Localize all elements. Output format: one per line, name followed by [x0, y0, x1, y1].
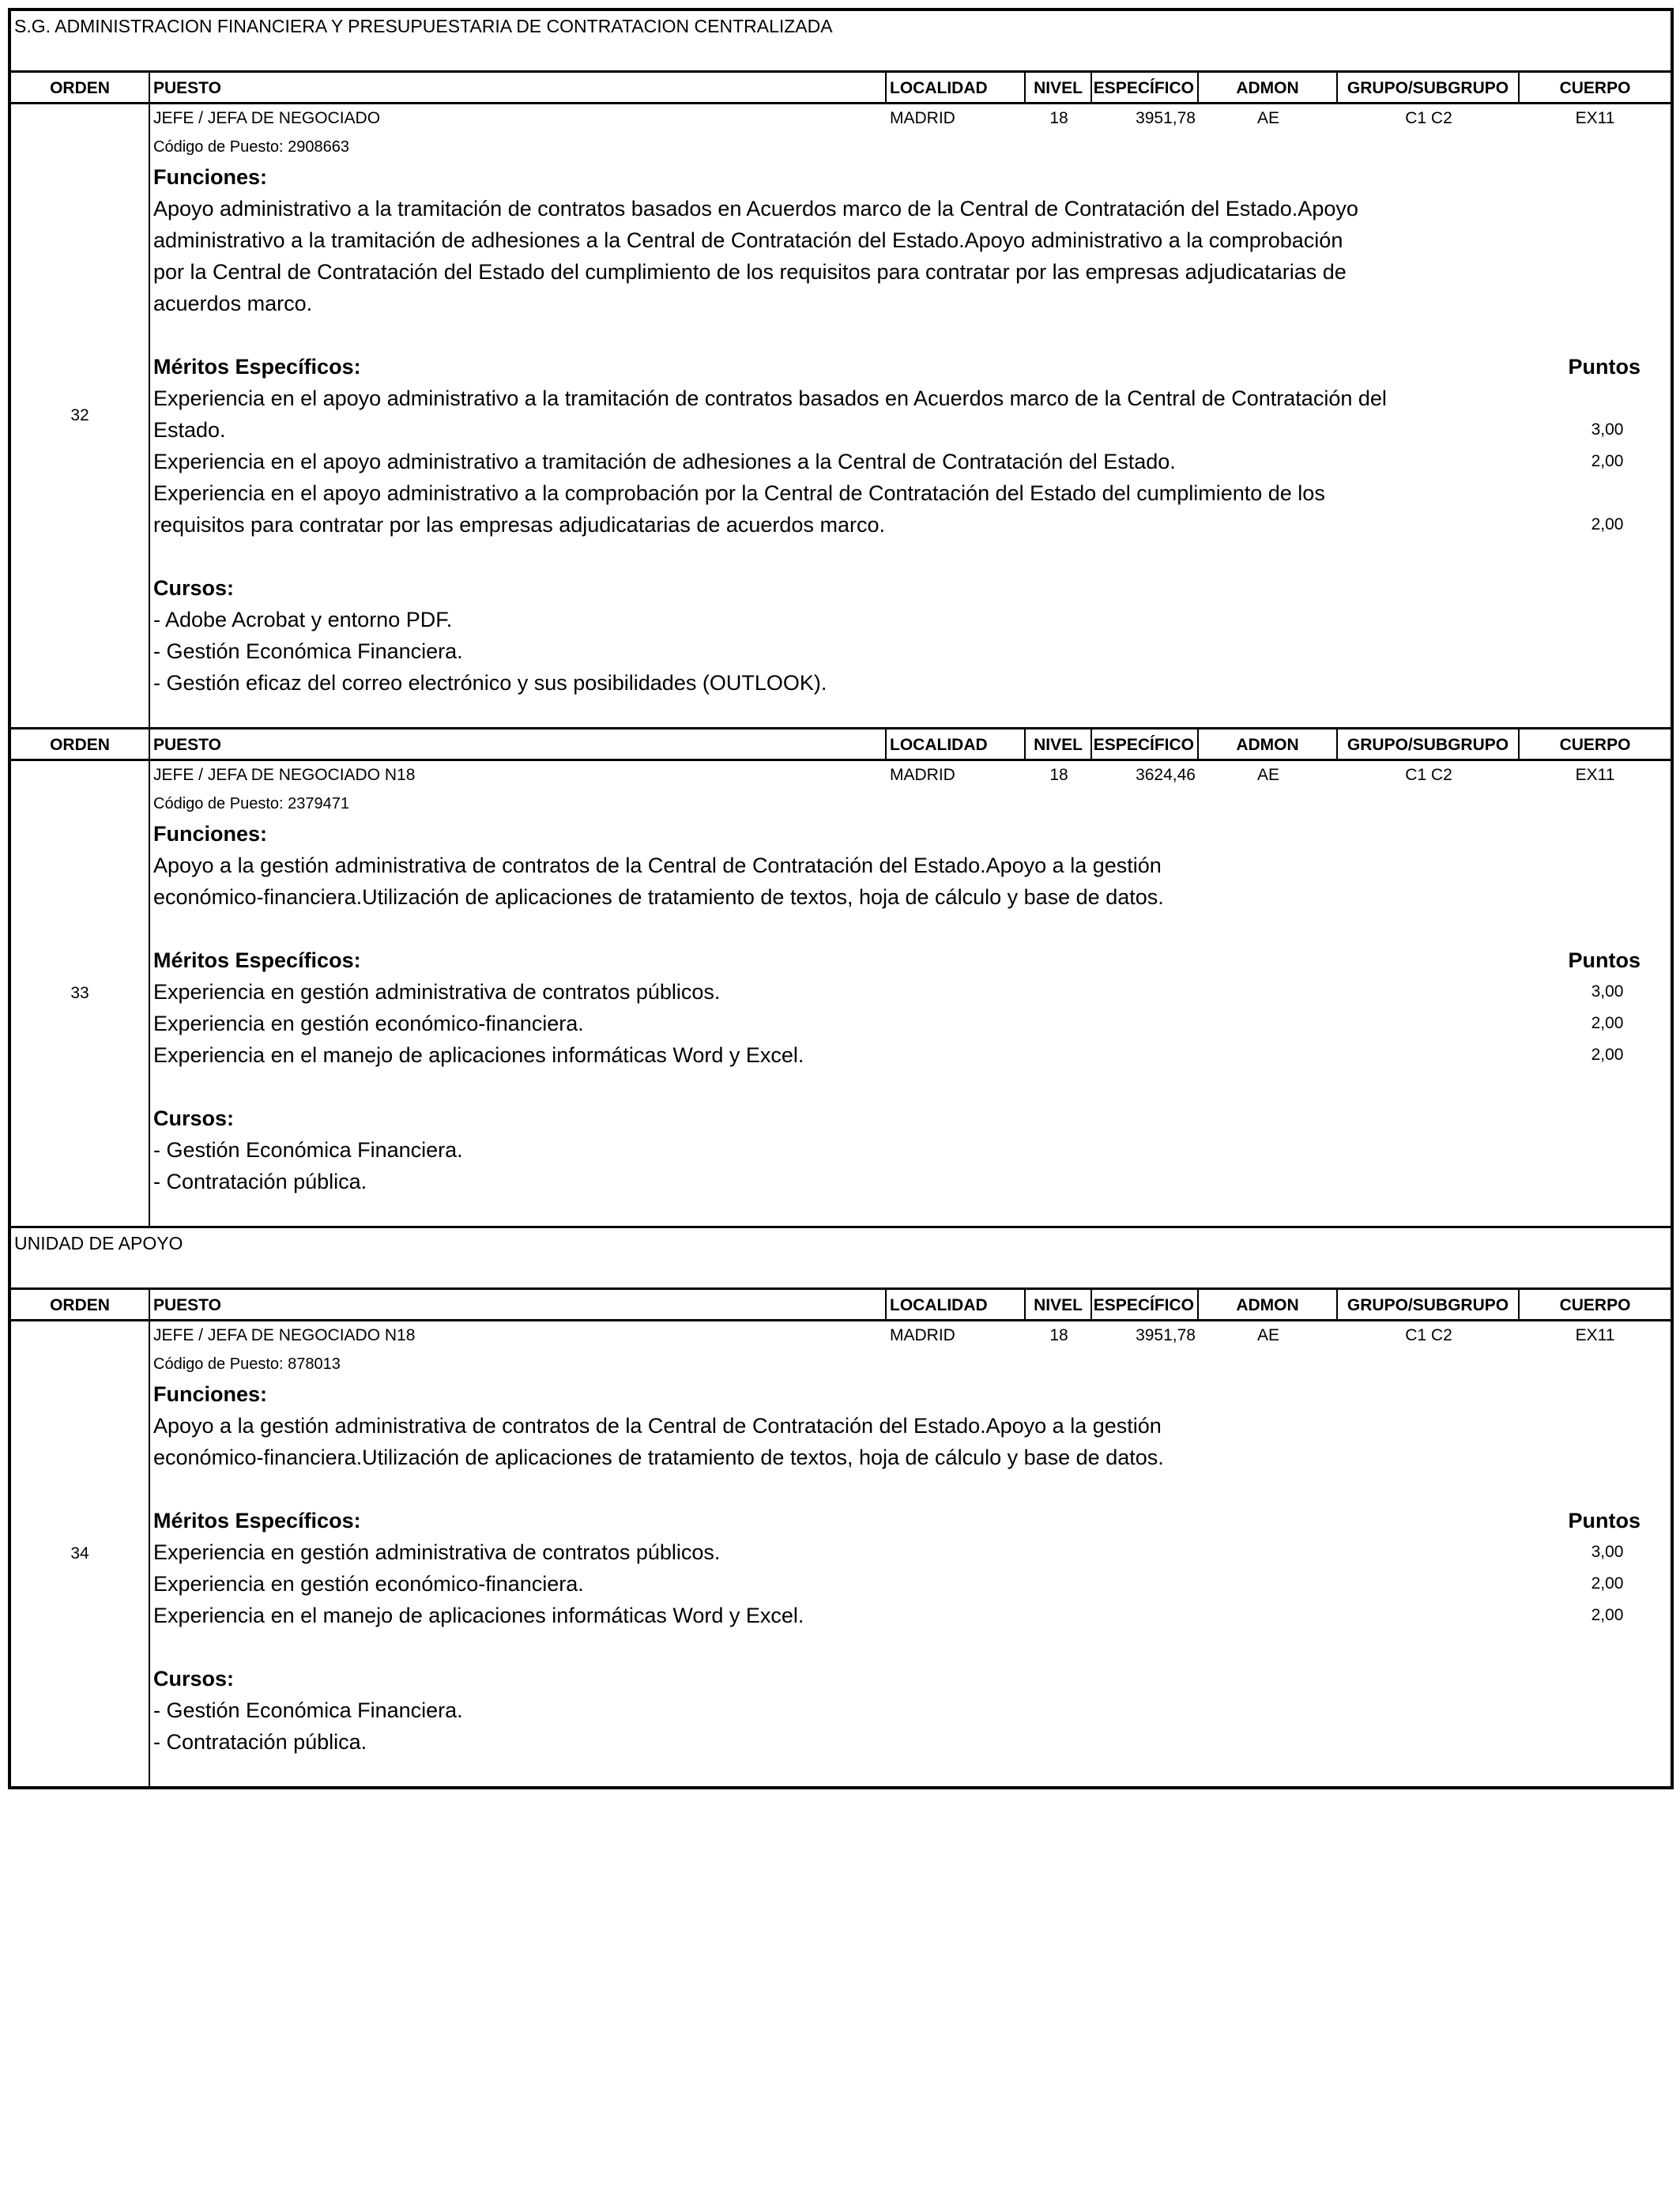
- job-nivel: 18: [1049, 109, 1068, 127]
- curso-item: - Gestión eficaz del correo electrónico y sus posibilidades (OUTLOOK).: [153, 671, 827, 695]
- header-grupo: GRUPO/SUBGRUPO: [1338, 1290, 1520, 1319]
- header-admon: ADMON: [1199, 73, 1338, 102]
- meritos-heading: Méritos Específicos:: [153, 1509, 361, 1532]
- header-localidad: LOCALIDAD: [887, 729, 1026, 759]
- funciones-heading: Funciones:: [153, 165, 268, 189]
- merit-item: [153, 1568, 1671, 1600]
- curso-item: - Gestión Económica Financiera.: [153, 1138, 463, 1162]
- merit-points: 2,00: [1591, 1574, 1624, 1593]
- merit-text: [153, 1600, 1568, 1631]
- orden-number: 33: [11, 761, 150, 1226]
- merit-item: [153, 1008, 1671, 1039]
- merit-text: [153, 1568, 1568, 1600]
- merit-line: Experiencia en el manejo de aplicaciones informáticas Word y Excel.: [153, 1604, 804, 1627]
- merit-line: Experiencia en gestión económico-financiera.: [153, 1572, 584, 1596]
- spacer: [153, 319, 1671, 351]
- merit-item: [153, 1536, 1671, 1568]
- job-summary: [153, 761, 1671, 790]
- job-admon: AE: [1256, 1326, 1279, 1344]
- job-grupo: C1 C2: [1405, 109, 1452, 127]
- orden-number: 34: [11, 1321, 150, 1786]
- merit-text: [153, 976, 1568, 1008]
- header-puesto: PUESTO: [150, 73, 887, 102]
- puntos-heading: Puntos: [1568, 355, 1640, 379]
- codigo-puesto: Código de Puesto: 2908663: [153, 138, 349, 156]
- document-page: [8, 8, 1674, 1789]
- curso-item: - Adobe Acrobat y entorno PDF.: [153, 608, 453, 631]
- merit-line: Experiencia en el apoyo administrativo a tramitación de adhesiones a la Central de Contratación del Estado.: [153, 450, 1176, 473]
- merit-line: Experiencia en el apoyo administrativo a la comprobación por la Central de Contratación del Estado del cumplimiento de los: [153, 481, 1325, 505]
- job-row: [11, 761, 1671, 1228]
- job-puesto: JEFE / JEFA DE NEGOCIADO N18: [153, 1326, 416, 1344]
- funciones-line: Apoyo a la gestión administrativa de contratos de la Central de Contratación del Estado.Apoyo a la gestión: [153, 1414, 1162, 1438]
- merit-line: Estado.: [153, 418, 226, 442]
- merit-item: [153, 1600, 1671, 1631]
- job-localidad: MADRID: [890, 109, 955, 127]
- table-header-row: [11, 729, 1671, 761]
- table-header-row: [11, 1290, 1671, 1321]
- merit-points: 2,00: [1591, 452, 1624, 470]
- header-localidad: LOCALIDAD: [887, 73, 1026, 102]
- funciones-heading: Funciones:: [153, 1382, 268, 1406]
- merit-item: [153, 976, 1671, 1008]
- orden-number: 32: [11, 104, 150, 727]
- merit-item: [153, 1039, 1671, 1071]
- merit-item: [153, 477, 1671, 541]
- merit-line: Experiencia en el apoyo administrativo a la tramitación de contratos basados en Acuerdos marco de la Central de Contratación del: [153, 386, 1387, 410]
- merit-text: [153, 1039, 1568, 1071]
- header-puesto: PUESTO: [150, 1290, 887, 1319]
- job-detail: [150, 761, 1671, 1226]
- merit-text: [153, 1536, 1568, 1568]
- job-localidad: MADRID: [890, 1326, 955, 1344]
- job-admon: AE: [1256, 766, 1279, 784]
- section-title: UNIDAD DE APOYO: [11, 1228, 1671, 1290]
- merit-line: Experiencia en gestión administrativa de contratos públicos.: [153, 980, 721, 1004]
- spacer: [153, 1758, 1671, 1786]
- table-header-row: [11, 73, 1671, 104]
- funciones-line: Apoyo a la gestión administrativa de contratos de la Central de Contratación del Estado.Apoyo a la gestión: [153, 854, 1162, 877]
- cursos-heading: Cursos:: [153, 576, 235, 600]
- meritos-heading: Méritos Específicos:: [153, 948, 361, 972]
- curso-item: - Gestión Económica Financiera.: [153, 639, 463, 663]
- curso-item: - Gestión Económica Financiera.: [153, 1698, 463, 1722]
- header-nivel: NIVEL: [1026, 729, 1092, 759]
- merit-points: 3,00: [1591, 420, 1624, 439]
- job-cuerpo: EX11: [1575, 766, 1615, 784]
- curso-item: - Contratación pública.: [153, 1170, 367, 1193]
- spacer: [153, 699, 1671, 727]
- header-admon: ADMON: [1199, 729, 1338, 759]
- merit-text: [153, 446, 1568, 477]
- job-especifico: 3951,78: [1136, 1326, 1196, 1344]
- header-especifico: ESPECÍFICO: [1092, 73, 1199, 102]
- funciones-line: acuerdos marco.: [153, 292, 313, 315]
- header-orden: ORDEN: [11, 729, 150, 759]
- funciones-line: Apoyo administrativo a la tramitación de contratos basados en Acuerdos marco de la Central de Contratación del Estado.Apoyo: [153, 197, 1358, 221]
- funciones-line: administrativo a la tramitación de adhesiones a la Central de Contratación del Estado.Apoyo administrativo a la comprobación: [153, 228, 1343, 252]
- job-summary: [153, 1321, 1671, 1350]
- merit-points: 2,00: [1591, 1046, 1624, 1064]
- funciones-line: por la Central de Contratación del Estado del cumplimiento de los requisitos para contratar por las empresas adjudicatarias de: [153, 260, 1347, 284]
- meritos-header: [153, 351, 1671, 383]
- funciones-line: económico-financiera.Utilización de aplicaciones de tratamiento de textos, hoja de cálculo y base de datos.: [153, 1446, 1164, 1469]
- funciones-heading: Funciones:: [153, 822, 268, 846]
- merit-line: Experiencia en gestión administrativa de contratos públicos.: [153, 1540, 721, 1564]
- job-nivel: 18: [1049, 1326, 1068, 1344]
- header-especifico: ESPECÍFICO: [1092, 729, 1199, 759]
- header-orden: ORDEN: [11, 73, 150, 102]
- spacer: [153, 1071, 1671, 1103]
- cursos-heading: Cursos:: [153, 1106, 235, 1130]
- spacer: [153, 1631, 1671, 1663]
- job-cuerpo: EX11: [1575, 109, 1615, 127]
- merit-line: Experiencia en el manejo de aplicaciones informáticas Word y Excel.: [153, 1043, 804, 1067]
- job-grupo: C1 C2: [1405, 766, 1452, 784]
- spacer: [153, 541, 1671, 572]
- header-cuerpo: CUERPO: [1559, 1296, 1631, 1314]
- merit-points: 3,00: [1591, 982, 1624, 1001]
- merit-text: [153, 1008, 1568, 1039]
- merit-text: [153, 477, 1568, 541]
- merit-points: 2,00: [1591, 1014, 1624, 1032]
- header-especifico: ESPECÍFICO: [1092, 1290, 1199, 1319]
- job-puesto: JEFE / JEFA DE NEGOCIADO N18: [153, 766, 416, 784]
- job-especifico: 3951,78: [1136, 109, 1196, 127]
- merit-item: [153, 383, 1671, 446]
- spacer: [153, 1197, 1671, 1226]
- header-nivel: NIVEL: [1026, 73, 1092, 102]
- curso-item: - Contratación pública.: [153, 1730, 367, 1754]
- meritos-heading: Méritos Específicos:: [153, 355, 361, 379]
- job-especifico: 3624,46: [1136, 766, 1196, 784]
- header-grupo: GRUPO/SUBGRUPO: [1338, 73, 1520, 102]
- spacer: [153, 1473, 1671, 1505]
- merit-points: 2,00: [1591, 515, 1624, 533]
- header-localidad: LOCALIDAD: [887, 1290, 1026, 1319]
- merit-points: 3,00: [1591, 1543, 1624, 1561]
- cursos-heading: Cursos:: [153, 1667, 235, 1691]
- puntos-heading: Puntos: [1568, 948, 1640, 972]
- header-cuerpo: CUERPO: [1559, 736, 1631, 754]
- header-grupo: GRUPO/SUBGRUPO: [1338, 729, 1520, 759]
- header-cuerpo: CUERPO: [1559, 79, 1631, 97]
- header-nivel: NIVEL: [1026, 1290, 1092, 1319]
- job-detail: [150, 1321, 1671, 1786]
- merit-line: Experiencia en gestión económico-financiera.: [153, 1012, 584, 1035]
- spacer: [153, 913, 1671, 944]
- merit-points: 2,00: [1591, 1606, 1624, 1624]
- job-localidad: MADRID: [890, 766, 955, 784]
- meritos-header: [153, 1505, 1671, 1536]
- header-admon: ADMON: [1199, 1290, 1338, 1319]
- job-detail: [150, 104, 1671, 727]
- header-orden: ORDEN: [11, 1290, 150, 1319]
- job-puesto: JEFE / JEFA DE NEGOCIADO: [153, 109, 381, 127]
- job-nivel: 18: [1049, 766, 1068, 784]
- codigo-puesto: Código de Puesto: 878013: [153, 1355, 341, 1373]
- job-row: [11, 104, 1671, 729]
- funciones-line: económico-financiera.Utilización de aplicaciones de tratamiento de textos, hoja de cálculo y base de datos.: [153, 885, 1164, 909]
- job-admon: AE: [1256, 109, 1279, 127]
- codigo-puesto: Código de Puesto: 2379471: [153, 795, 349, 812]
- job-grupo: C1 C2: [1405, 1326, 1452, 1344]
- section-title: S.G. ADMINISTRACION FINANCIERA Y PRESUPUESTARIA DE CONTRATACION CENTRALIZADA: [11, 11, 1671, 73]
- job-cuerpo: EX11: [1575, 1326, 1615, 1344]
- puntos-heading: Puntos: [1568, 1509, 1640, 1532]
- header-puesto: PUESTO: [150, 729, 887, 759]
- merit-item: [153, 446, 1671, 477]
- merit-line: requisitos para contratar por las empresas adjudicatarias de acuerdos marco.: [153, 513, 885, 537]
- meritos-header: [153, 944, 1671, 976]
- merit-text: [153, 383, 1568, 446]
- job-summary: [153, 104, 1671, 133]
- job-row: [11, 1321, 1671, 1786]
